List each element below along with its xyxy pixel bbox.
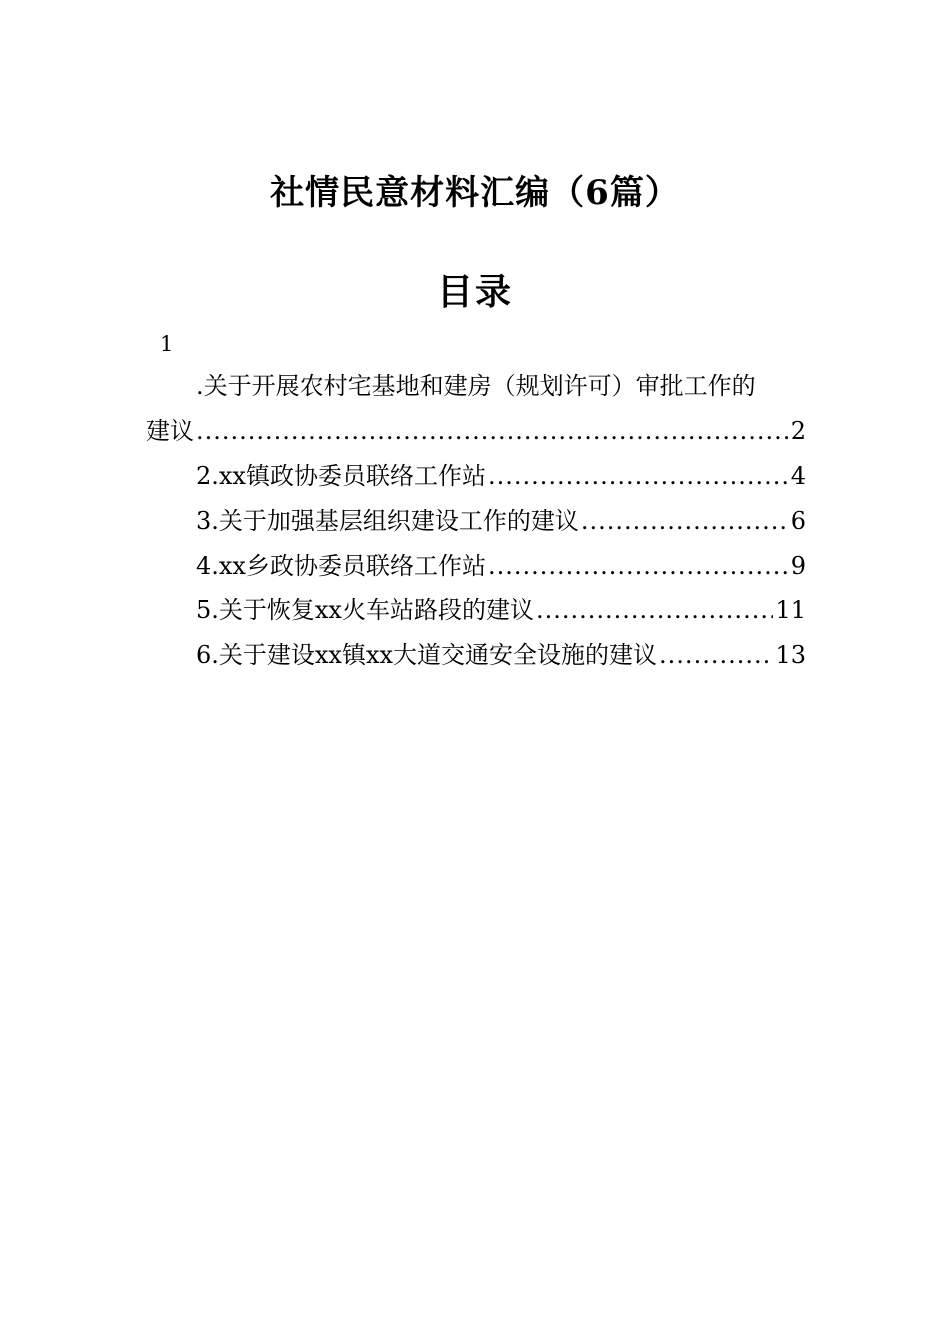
- toc-heading: 目录: [436, 271, 513, 313]
- toc-entry-page: 11: [775, 596, 806, 624]
- toc-stray-number: 1: [160, 332, 174, 356]
- toc-leader-dots: [196, 414, 789, 448]
- toc-leader-dots: [488, 459, 789, 493]
- toc-entry-label: 5.关于恢复xx火车站路段的建议: [196, 596, 534, 624]
- toc-entry-page: 13: [775, 641, 806, 669]
- toc-entry-page: 2: [790, 417, 806, 445]
- toc-leader-dots: [536, 593, 773, 627]
- toc-entry-page: 9: [790, 552, 806, 580]
- toc-entry-1-line1[interactable]: .关于开展农村宅基地和建房（规划许可）审批工作的: [196, 372, 756, 400]
- toc-entry-2[interactable]: [196, 459, 806, 493]
- toc-entry-1[interactable]: [146, 414, 806, 448]
- toc-leader-dots: [488, 549, 789, 583]
- toc-entry-4[interactable]: [196, 549, 806, 583]
- toc-entry-label: 建议: [146, 417, 194, 445]
- toc-leader-dots: [659, 638, 773, 672]
- toc-entry-label: 6.关于建设xx镇xx大道交通安全设施的建议: [196, 641, 658, 669]
- toc-entry-3[interactable]: [196, 504, 806, 538]
- toc-entry-page: 4: [790, 462, 806, 490]
- toc-entry-label: 3.关于加强基层组织建设工作的建议: [196, 507, 579, 535]
- document-title: 社情民意材料汇编（6篇）: [270, 173, 680, 213]
- toc-entry-label: 2.xx镇政协委员联络工作站: [196, 462, 486, 490]
- toc-leader-dots: [581, 504, 789, 538]
- toc-entry-6[interactable]: [196, 638, 806, 672]
- toc-entry-5[interactable]: [196, 593, 806, 627]
- toc-entry-label: 4.xx乡政协委员联络工作站: [196, 552, 486, 580]
- toc-entry-page: 6: [790, 507, 806, 535]
